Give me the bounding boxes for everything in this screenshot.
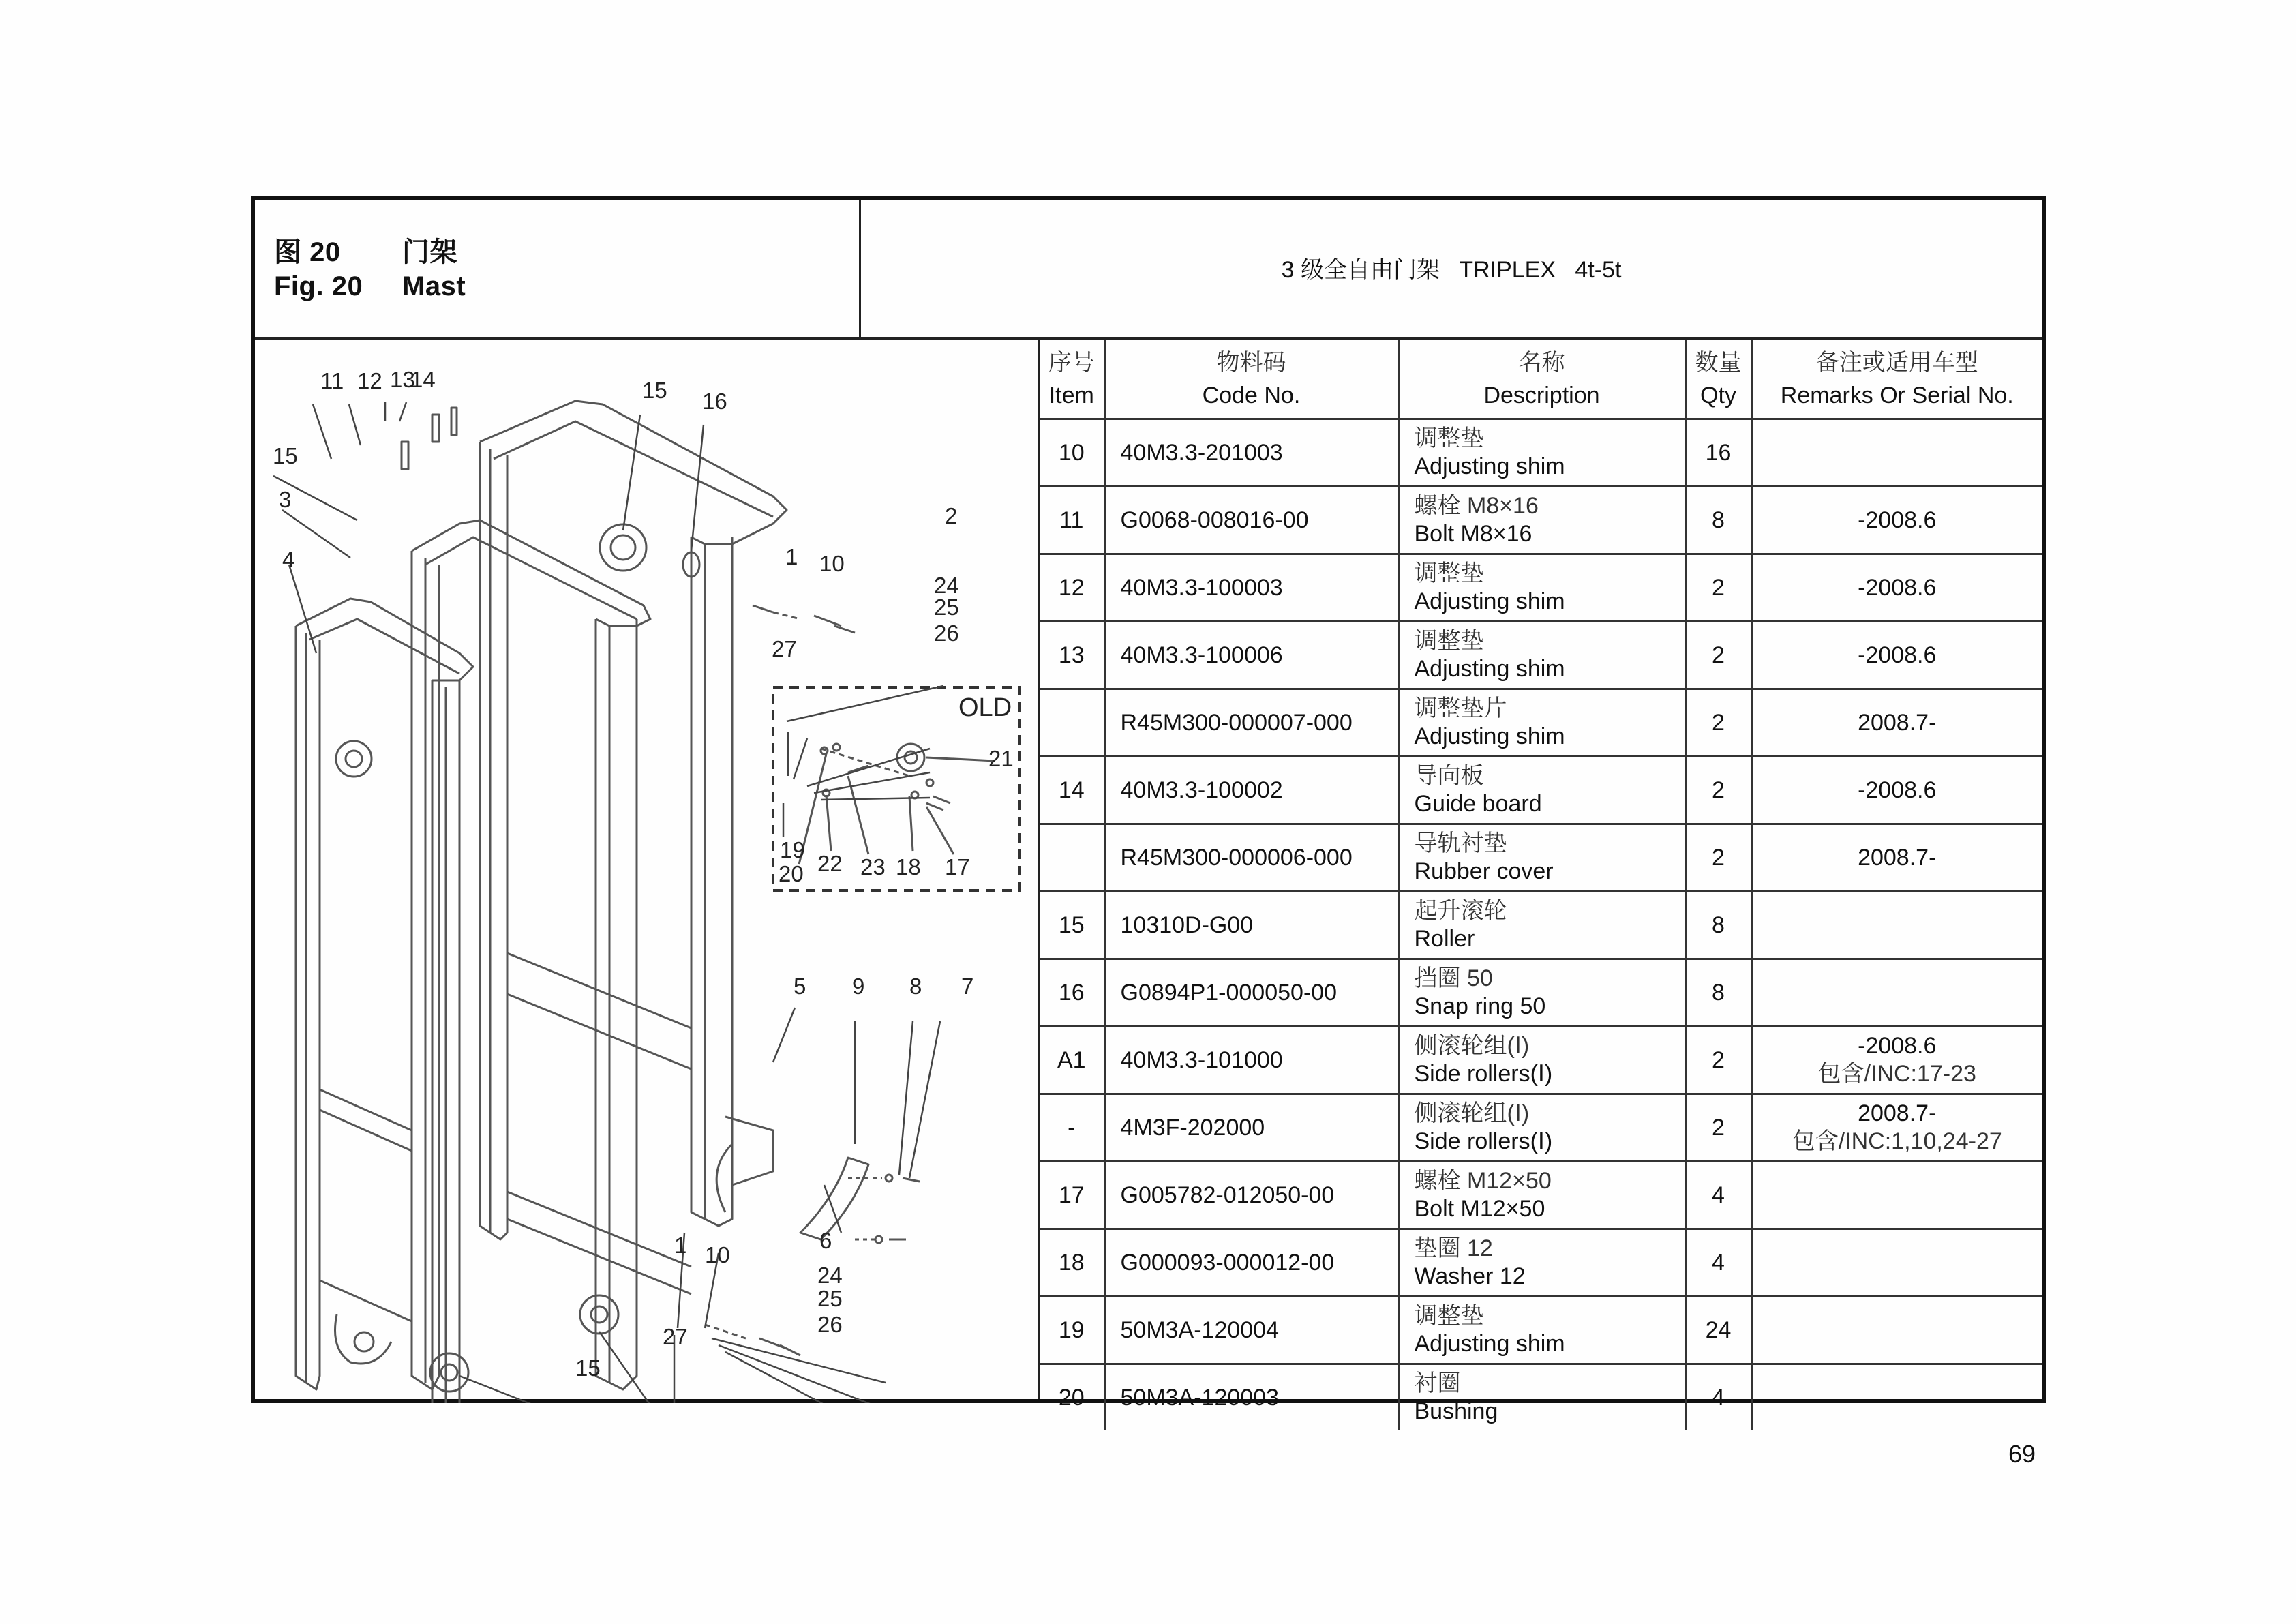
cell-item: 14 <box>1040 757 1104 824</box>
table-row <box>1040 487 2042 554</box>
description-en: Adjusting shim <box>1414 453 1565 479</box>
cell-code: R45M300-000006-000 <box>1104 824 1398 892</box>
description-en: Roller <box>1414 926 1475 952</box>
description-cn: 侧滚轮组(Ⅰ) <box>1414 1033 1530 1059</box>
cell-qty: 4 <box>1685 1162 1751 1229</box>
description-cn: 调整垫片 <box>1414 695 1507 721</box>
description-cn: 螺栓 M8×16 <box>1414 493 1539 519</box>
callout-15-bottom: 15 <box>575 1355 601 1381</box>
table-row <box>1040 1229 2042 1297</box>
cell-qty: 8 <box>1685 892 1751 959</box>
description-en: Bolt M12×50 <box>1414 1196 1545 1222</box>
cell-remarks <box>1751 959 2042 1027</box>
cell-item: 15 <box>1040 892 1104 959</box>
cell-qty: 2 <box>1685 1027 1751 1094</box>
cell-description <box>1398 1297 1685 1364</box>
table-row <box>1040 1094 2042 1162</box>
cell-code: 10310D-G00 <box>1104 892 1398 959</box>
cell-item: 10 <box>1040 419 1104 487</box>
callout-25-top: 25 <box>934 595 959 620</box>
table-row <box>1040 892 2042 959</box>
table-row <box>1040 1162 2042 1229</box>
cell-code: G000093-000012-00 <box>1104 1229 1398 1297</box>
cell-code: 50M3A-120003 <box>1104 1364 1398 1431</box>
remarks-line-1: 2008.7- <box>1858 844 1937 871</box>
mast-type-subtitle: 3 级全自由门架 TRIPLEX 4t-5t <box>1281 257 1622 283</box>
cell-remarks <box>1751 892 2042 959</box>
callout-15-left: 15 <box>273 443 298 468</box>
table-row <box>1040 824 2042 892</box>
subtitle-cell <box>861 200 2042 340</box>
table-header-row <box>1040 340 2042 419</box>
cell-code: 40M3.3-100002 <box>1104 757 1398 824</box>
callout-17: 17 <box>945 854 970 879</box>
parts-table-container <box>1040 340 2042 1424</box>
cell-description <box>1398 554 1685 622</box>
cell-qty: 2 <box>1685 622 1751 689</box>
col-header-item: 序号 Item <box>1040 340 1104 419</box>
remarks-line-1: 2008.7- <box>1858 1100 1937 1126</box>
cell-code: 40M3.3-201003 <box>1104 419 1398 487</box>
remarks-line-2: 包含/INC:17-23 <box>1817 1061 1976 1087</box>
description-en: Bushing <box>1414 1398 1498 1424</box>
callout-18: 18 <box>896 854 921 879</box>
callout-13: 13 <box>390 367 415 392</box>
remarks-line-1: -2008.6 <box>1858 574 1937 601</box>
remarks-line-2: 包含/INC:1,10,24-27 <box>1792 1128 2002 1154</box>
cell-remarks <box>1751 487 2042 554</box>
callout-20: 20 <box>779 861 804 886</box>
table-row <box>1040 419 2042 487</box>
description-en: Adjusting shim <box>1414 588 1565 614</box>
cell-qty: 8 <box>1685 959 1751 1027</box>
description-cn: 调整垫 <box>1414 1303 1484 1329</box>
cell-item: 19 <box>1040 1297 1104 1364</box>
cell-qty: 4 <box>1685 1364 1751 1431</box>
cell-item: 17 <box>1040 1162 1104 1229</box>
table-row <box>1040 1297 2042 1364</box>
cell-item: 11 <box>1040 487 1104 554</box>
description-en: Bolt M8×16 <box>1414 521 1532 547</box>
cell-remarks <box>1751 1027 2042 1094</box>
parts-table <box>1040 340 2042 1430</box>
cell-item <box>1040 824 1104 892</box>
description-cn: 侧滚轮组(Ⅰ) <box>1414 1100 1530 1126</box>
cell-qty: 24 <box>1685 1297 1751 1364</box>
cell-code: 50M3A-120004 <box>1104 1297 1398 1364</box>
col-header-code: 物料码 Code No. <box>1104 340 1398 419</box>
callout-24-bottom: 24 <box>817 1263 843 1288</box>
callout-27-top: 27 <box>772 636 797 661</box>
cell-remarks <box>1751 1297 2042 1364</box>
description-en: Adjusting shim <box>1414 1331 1565 1357</box>
cell-remarks <box>1751 1162 2042 1229</box>
cell-description <box>1398 892 1685 959</box>
description-en: Adjusting shim <box>1414 656 1565 682</box>
description-cn: 调整垫 <box>1414 425 1484 451</box>
table-row <box>1040 554 2042 622</box>
callout-14: 14 <box>410 367 436 392</box>
callout-16: 16 <box>702 389 727 414</box>
cell-code: G0894P1-000050-00 <box>1104 959 1398 1027</box>
cell-description <box>1398 1229 1685 1297</box>
old-label: OLD <box>958 693 1012 722</box>
cell-qty: 4 <box>1685 1229 1751 1297</box>
cell-remarks <box>1751 689 2042 757</box>
table-row <box>1040 622 2042 689</box>
remarks-line-1: -2008.6 <box>1858 507 1937 533</box>
description-cn: 导轨衬垫 <box>1414 830 1507 856</box>
callout-10-bottom: 10 <box>705 1242 730 1267</box>
cell-remarks <box>1751 1229 2042 1297</box>
cell-code: 40M3.3-100006 <box>1104 622 1398 689</box>
description-cn: 导向板 <box>1414 763 1484 789</box>
callout-4: 4 <box>282 547 295 572</box>
cell-item: - <box>1040 1094 1104 1162</box>
callout-24-top: 24 <box>934 573 959 598</box>
callout-8: 8 <box>909 974 922 999</box>
callout-3: 3 <box>279 487 292 512</box>
callout-11: 11 <box>320 368 344 393</box>
figure-number-cn: 图 20 <box>274 237 341 267</box>
callout-19: 19 <box>780 837 805 862</box>
cell-remarks <box>1751 1094 2042 1162</box>
parts-page-frame <box>251 196 2046 1424</box>
remarks-line-1: -2008.6 <box>1858 777 1937 803</box>
cell-qty: 2 <box>1685 824 1751 892</box>
cell-remarks <box>1751 622 2042 689</box>
callout-26-top: 26 <box>934 620 959 646</box>
cell-description <box>1398 1027 1685 1094</box>
callout-21: 21 <box>988 746 1014 771</box>
description-cn: 螺栓 M12×50 <box>1414 1168 1552 1194</box>
cell-item: 18 <box>1040 1229 1104 1297</box>
figure-title-cell <box>255 200 861 340</box>
cell-item <box>1040 689 1104 757</box>
remarks-line-1: -2008.6 <box>1858 1033 1937 1059</box>
cell-qty: 8 <box>1685 487 1751 554</box>
callout-6: 6 <box>819 1228 832 1253</box>
description-en: Side rollers(Ⅰ) <box>1414 1128 1553 1154</box>
cell-item: A1 <box>1040 1027 1104 1094</box>
exploded-mast-diagram <box>255 340 1040 1399</box>
description-en: Adjusting shim <box>1414 723 1565 749</box>
callout-22: 22 <box>817 851 843 876</box>
table-row <box>1040 1364 2042 1431</box>
description-cn: 垫圈 12 <box>1414 1235 1493 1261</box>
cell-qty: 2 <box>1685 1094 1751 1162</box>
callout-9: 9 <box>852 974 865 999</box>
table-row <box>1040 959 2042 1027</box>
cell-code: G0068-008016-00 <box>1104 487 1398 554</box>
figure-title-cn <box>274 230 457 269</box>
cell-description <box>1398 1094 1685 1162</box>
cell-item: 20 <box>1040 1364 1104 1431</box>
cell-code: 40M3.3-101000 <box>1104 1027 1398 1094</box>
description-cn: 调整垫 <box>1414 560 1484 586</box>
cell-remarks <box>1751 419 2042 487</box>
callout-5: 5 <box>794 974 806 999</box>
cell-code: 40M3.3-100003 <box>1104 554 1398 622</box>
col-header-remarks: 备注或适用车型 Remarks Or Serial No. <box>1751 340 2042 419</box>
table-row <box>1040 757 2042 824</box>
table-row <box>1040 689 2042 757</box>
callout-1-bottom: 1 <box>674 1233 687 1258</box>
col-header-qty: 数量 Qty <box>1685 340 1751 419</box>
cell-code: R45M300-000007-000 <box>1104 689 1398 757</box>
col-header-description: 名称 Description <box>1398 340 1685 419</box>
figure-name-cn: 门架 <box>402 237 457 267</box>
description-en: Rubber cover <box>1414 858 1554 884</box>
mast-drawing <box>255 340 1038 1403</box>
cell-description <box>1398 622 1685 689</box>
cell-description <box>1398 959 1685 1027</box>
cell-code: 4M3F-202000 <box>1104 1094 1398 1162</box>
callout-10-top: 10 <box>819 551 845 576</box>
callout-7: 7 <box>961 974 974 999</box>
description-en: Snap ring 50 <box>1414 993 1546 1019</box>
callout-27-bottom: 27 <box>663 1324 688 1349</box>
description-cn: 衬圈 <box>1414 1370 1461 1396</box>
cell-item: 12 <box>1040 554 1104 622</box>
callout-15-top: 15 <box>642 378 667 403</box>
cell-item: 13 <box>1040 622 1104 689</box>
cell-description <box>1398 824 1685 892</box>
cell-description <box>1398 1162 1685 1229</box>
remarks-line-1: -2008.6 <box>1858 642 1937 668</box>
description-cn: 调整垫 <box>1414 628 1484 654</box>
callout-26-bottom: 26 <box>817 1312 843 1337</box>
figure-name-en: Mast <box>402 271 466 301</box>
cell-qty: 2 <box>1685 757 1751 824</box>
remarks-line-1: 2008.7- <box>1858 709 1937 736</box>
cell-description <box>1398 419 1685 487</box>
cell-remarks <box>1751 757 2042 824</box>
figure-title-en <box>274 271 466 302</box>
callout-2: 2 <box>945 503 958 528</box>
description-en: Washer 12 <box>1414 1263 1526 1289</box>
cell-description <box>1398 689 1685 757</box>
table-row <box>1040 1027 2042 1094</box>
cell-remarks <box>1751 554 2042 622</box>
description-cn: 挡圈 50 <box>1414 965 1493 991</box>
callout-12: 12 <box>357 368 382 393</box>
callout-1-top: 1 <box>785 544 798 569</box>
callout-25-bottom: 25 <box>817 1286 843 1311</box>
description-en: Guide board <box>1414 791 1542 817</box>
cell-description <box>1398 487 1685 554</box>
figure-number-en: Fig. 20 <box>274 271 363 301</box>
page-number: 69 <box>2008 1440 2036 1468</box>
cell-item: 16 <box>1040 959 1104 1027</box>
description-en: Side rollers(Ⅰ) <box>1414 1061 1553 1087</box>
cell-description <box>1398 757 1685 824</box>
cell-qty: 16 <box>1685 419 1751 487</box>
cell-remarks <box>1751 824 2042 892</box>
callout-23: 23 <box>860 854 886 879</box>
description-cn: 起升滚轮 <box>1414 898 1507 924</box>
cell-qty: 2 <box>1685 689 1751 757</box>
cell-code: G005782-012050-00 <box>1104 1162 1398 1229</box>
cell-qty: 2 <box>1685 554 1751 622</box>
cell-remarks <box>1751 1364 2042 1431</box>
cell-description <box>1398 1364 1685 1431</box>
